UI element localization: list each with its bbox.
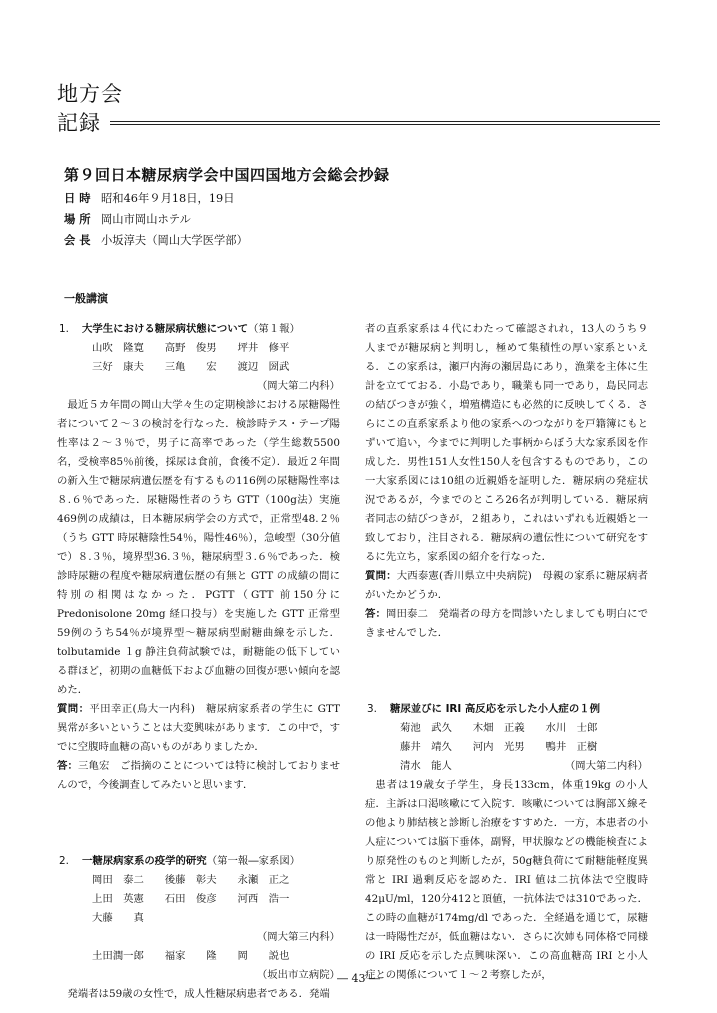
- meta-key: 場所: [64, 213, 95, 226]
- article-2-answer: [365, 605, 648, 643]
- article-number: 2.: [59, 855, 69, 867]
- article-title: 糖尿並びに IRI 高反応を示した小人症の１例: [390, 703, 600, 715]
- article-1-question: [57, 700, 340, 757]
- meta-key: 日時: [64, 192, 95, 205]
- article-3-affiliation: （岡大第二内科）: [564, 760, 648, 772]
- article-title: 一糖尿病家系の疫学的研究: [82, 855, 207, 867]
- article-3-heading: [365, 700, 648, 719]
- article-2-affiliation-2: （坂出市立病院）: [256, 969, 340, 981]
- article-2-authors-line1: 岡田 泰二 後藤 彰夫 永瀬 正之: [92, 874, 290, 886]
- meeting-title: 第９回日本糖尿病学会中国四国地方会総会抄録: [64, 166, 390, 184]
- article-3-authors-line1: 菊池 武久 木畑 正義 水川 士郎: [400, 722, 598, 734]
- header-rule-top: [110, 121, 660, 122]
- page-number: ― 43 ―: [337, 972, 380, 985]
- question-label: 質問：: [57, 703, 90, 715]
- article-subtitle: （第１報）: [248, 323, 300, 335]
- article-2-body-continued: 者の直系家系は４代にわたって確認されれ，13人のうち９人までが糖尿病と判明し，極めて集積性の厚い家系といえる．この家系は，瀬戸内海の瀬居島にあり，漁業を主体に生計を立てておる．小島であり，職業も同一であり，島民同志の結びつきが強く，増殖構造にも必然的に反映してくる．さらにこの直系家系より他の家系へのつながりを戸籍簿にもとずいて追い，今までに判明した事柄からぼう大な家系図を作成した．男性151人女性150人を包含するものであり，この一大家系図には10組の近親婚を証明した．糖尿病の発症状況であるが，今までのところ26名が判明している．糖尿病者同志の結びつきが，２組あり，これはいずれも近親婚と一致しており，注目される．糖尿病の遺伝性について研究をするに先立ち，家系図の紹介を行なった．: [365, 323, 648, 563]
- right-column: [365, 320, 648, 985]
- header-title-line2: 記録: [57, 111, 101, 135]
- answer-label: 答：: [57, 760, 78, 772]
- article-2-question: [365, 567, 648, 605]
- header-title-line1: 地方会: [57, 82, 123, 106]
- article-1-affiliation: （岡大第二内科）: [256, 380, 340, 392]
- spacer: [365, 643, 648, 700]
- answer-text: 岡田泰二 発端者の母方を問診いたしましても明白にできませんでした．: [365, 608, 649, 639]
- article-3-body: 患者は19歳女子学生，身長133cm，体重19kg の小人症．主訴は口渇咳嗽にて入院す．咳嗽については胸部Ｘ線その他より肺結核と診断し治療をすすめた．一方，本患者の小人症については脳下垂体，副腎，甲状腺などの機能検査により原発性のものと判断したが，50g糖負荷にて耐糖能軽度異常と IRI 過剰反応を認めた．IRI 値は二抗体法で空腹時42μU/ml，120分412と頂値，一抗体法では310であった．この時の血糖が174mg/dl であった．全経過を通じて，尿糖は一時陽性だが，低血糖はない．さらに次姉も同体格で同様の IRI 反応を示した点興味深い．この高血糖高 IRI と小人症との関係について１～２考察したが，: [365, 779, 648, 981]
- answer-text: 三亀宏 ご指摘のことについては特に検討しておりませんので，今後調査してみたいと思います．: [57, 760, 341, 791]
- question-label: 質問：: [365, 570, 397, 582]
- article-2-authors-line3: 大藤 真: [92, 912, 144, 924]
- question-text: 大西泰憲(香川県立中央病院) 母親の家系に糖尿病者がいたかどうか．: [365, 570, 649, 601]
- spacer: [57, 795, 340, 852]
- meta-value: 岡山市岡山ホテル: [101, 213, 191, 226]
- section-heading: 一般講演: [64, 292, 108, 305]
- meta-row-chair: [64, 232, 248, 248]
- article-2-authors-line2: 上田 英憲 石田 俊彦 河西 浩一: [92, 893, 290, 905]
- meta-key: 会長: [64, 234, 95, 247]
- article-number: 3.: [367, 703, 377, 715]
- question-text: 平田幸正(鳥大一内科) 糖尿病家系者の学生に GTT 異常が多いということは大変興味があります．この中で，すでに空腹時血糖の高いものがありましたか．: [57, 703, 341, 753]
- author-names: 清水 能人: [400, 760, 452, 772]
- answer-label: 答：: [365, 608, 386, 620]
- article-3-authors-line3: [365, 757, 648, 776]
- article-3-authors-line2: 藤井 靖久 河内 光男 鴨井 正樹: [400, 741, 598, 753]
- article-title: 大学生における糖尿病状態について: [82, 323, 249, 335]
- meta-row-date: [64, 190, 235, 206]
- article-1-authors-line2: 三好 康夫 三亀 宏 渡辺 圀武: [92, 361, 290, 373]
- meta-row-venue: [64, 211, 191, 227]
- article-1-authors-line1: 山吹 隆寛 高野 俊男 坪井 修平: [92, 342, 290, 354]
- article-subtitle: （第一報―家系図）: [206, 855, 301, 867]
- article-2-body-start: 発端者は59歳の女性で，成人性糖尿病患者である．発端: [67, 988, 330, 1000]
- article-1-body: 最近５カ年間の岡山大学々生の定期検診における尿糖陽性者について２～３の検討を行なった．検診時テス・テープ陽性率は２～３％で，男子に高率であった（学生総数5500名，受検率85％前後，採尿は食前，食後不定）．最近２年間の新入生で糖尿病遺伝歴を有するもの116例の尿糖陽性率は８.６％であった．尿糖陽性者のうち GTT（100g法）実施469例の成績は，日本糖尿病学会の方式で，正常型48.２％（うち GTT 時尿糖陰性54％，陽性46％），急峻型（30分値で）８.３％，境界型36.３％，糖尿病型３.６％であった．検診時尿糖の程度や糖尿病遺伝歴の有無と GTT の成績の間に特別の相関はなかった．PGTT（GTT 前150分に Predonisolone 20mg 経口投与）を実施した GTT 正常型59例のうち54％が境界型～糖尿病型耐糖曲線を示した．tolbutamide １g 静注負荷試験では，耐糖能の低下している群ほど，初期の血糖低下および血糖の回復が悪い傾向を認めた．: [57, 399, 340, 696]
- header-rule-bottom: [110, 124, 660, 125]
- article-2-affiliation-1: （岡大第三内科）: [256, 931, 340, 943]
- meta-value: 小坂淳夫（岡山大学医学部）: [101, 234, 248, 247]
- article-1-heading: [57, 320, 340, 339]
- article-1-answer: [57, 757, 340, 795]
- article-2-heading: [57, 852, 340, 871]
- meta-value: 昭和46年９月18日，19日: [101, 192, 235, 205]
- left-column: [57, 320, 340, 1004]
- article-2-authors-line4: 土田潤一郎 福家 隆 岡 説也: [92, 950, 290, 962]
- article-number: 1.: [59, 323, 69, 335]
